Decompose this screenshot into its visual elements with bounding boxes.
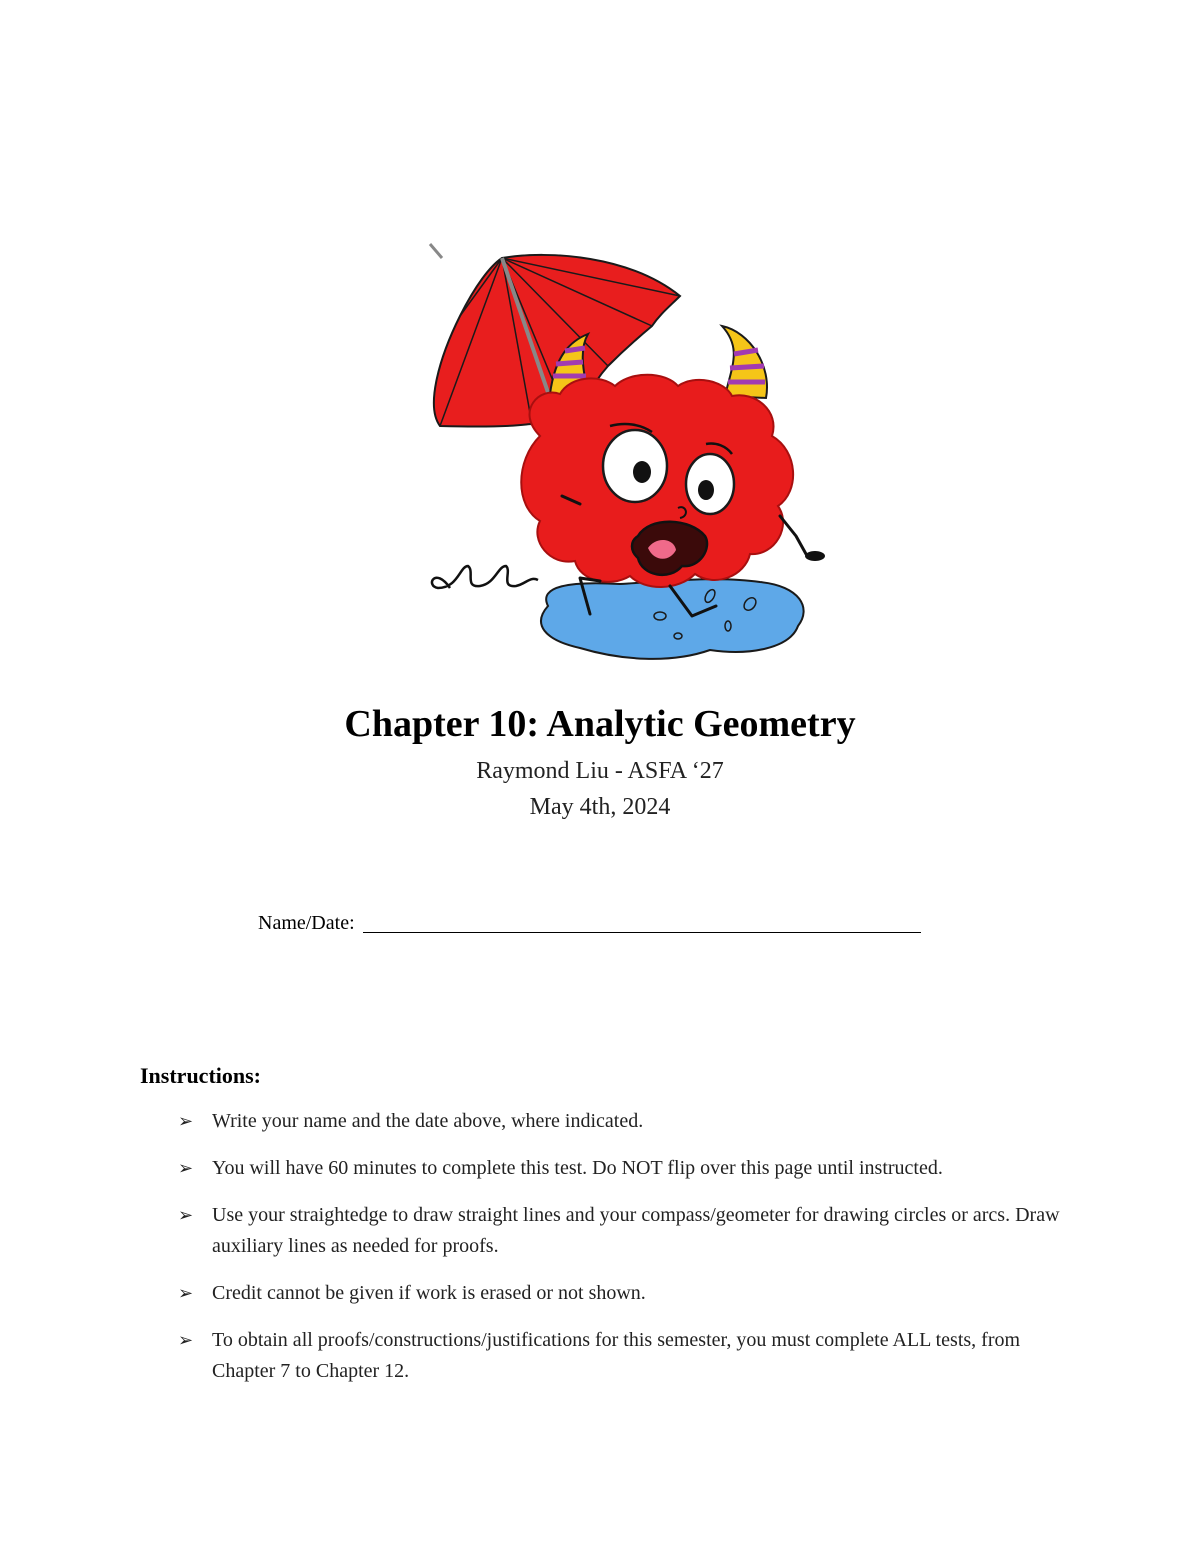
motion-squiggle (432, 566, 538, 588)
list-item (178, 1200, 1078, 1262)
name-date-blank-line[interactable] (363, 931, 921, 933)
instructions-heading: Instructions: (140, 1063, 262, 1088)
author-line: Raymond Liu - ASFA ‘27 (476, 758, 724, 784)
monster-foot (805, 551, 825, 561)
instruction-text: To obtain all proofs/constructions/justifications for this semester, you must complete ALL tests, from Chapter 7 to Chapter 12. (212, 1329, 1021, 1382)
arrow-bullet-icon: ➢ (178, 1330, 194, 1350)
name-date-field[interactable] (258, 910, 921, 936)
arrow-bullet-icon: ➢ (178, 1283, 194, 1303)
list-item (178, 1106, 1078, 1137)
date-line: May 4th, 2024 (529, 794, 671, 820)
list-item (178, 1278, 1078, 1309)
instruction-text: You will have 60 minutes to complete this test. Do NOT flip over this page until instructed. (212, 1157, 943, 1179)
instructions-list (178, 1106, 1078, 1403)
arrow-bullet-icon: ➢ (178, 1111, 194, 1131)
instruction-text: Write your name and the date above, where indicated. (212, 1110, 644, 1132)
page-title: Chapter 10: Analytic Geometry (344, 703, 856, 745)
instruction-text: Use your straightedge to draw straight lines and your compass/geometer for drawing circles or arcs. Draw auxiliary lines as needed for proofs. (212, 1204, 1060, 1257)
right-horn (722, 326, 767, 398)
monster-umbrella-illustration (420, 236, 840, 668)
list-item (178, 1153, 1078, 1184)
instruction-text: Credit cannot be given if work is erased or not shown. (212, 1282, 646, 1304)
list-item (178, 1325, 1078, 1387)
name-date-label: Name/Date: (258, 912, 355, 934)
arrow-bullet-icon: ➢ (178, 1205, 194, 1225)
arrow-bullet-icon: ➢ (178, 1158, 194, 1178)
